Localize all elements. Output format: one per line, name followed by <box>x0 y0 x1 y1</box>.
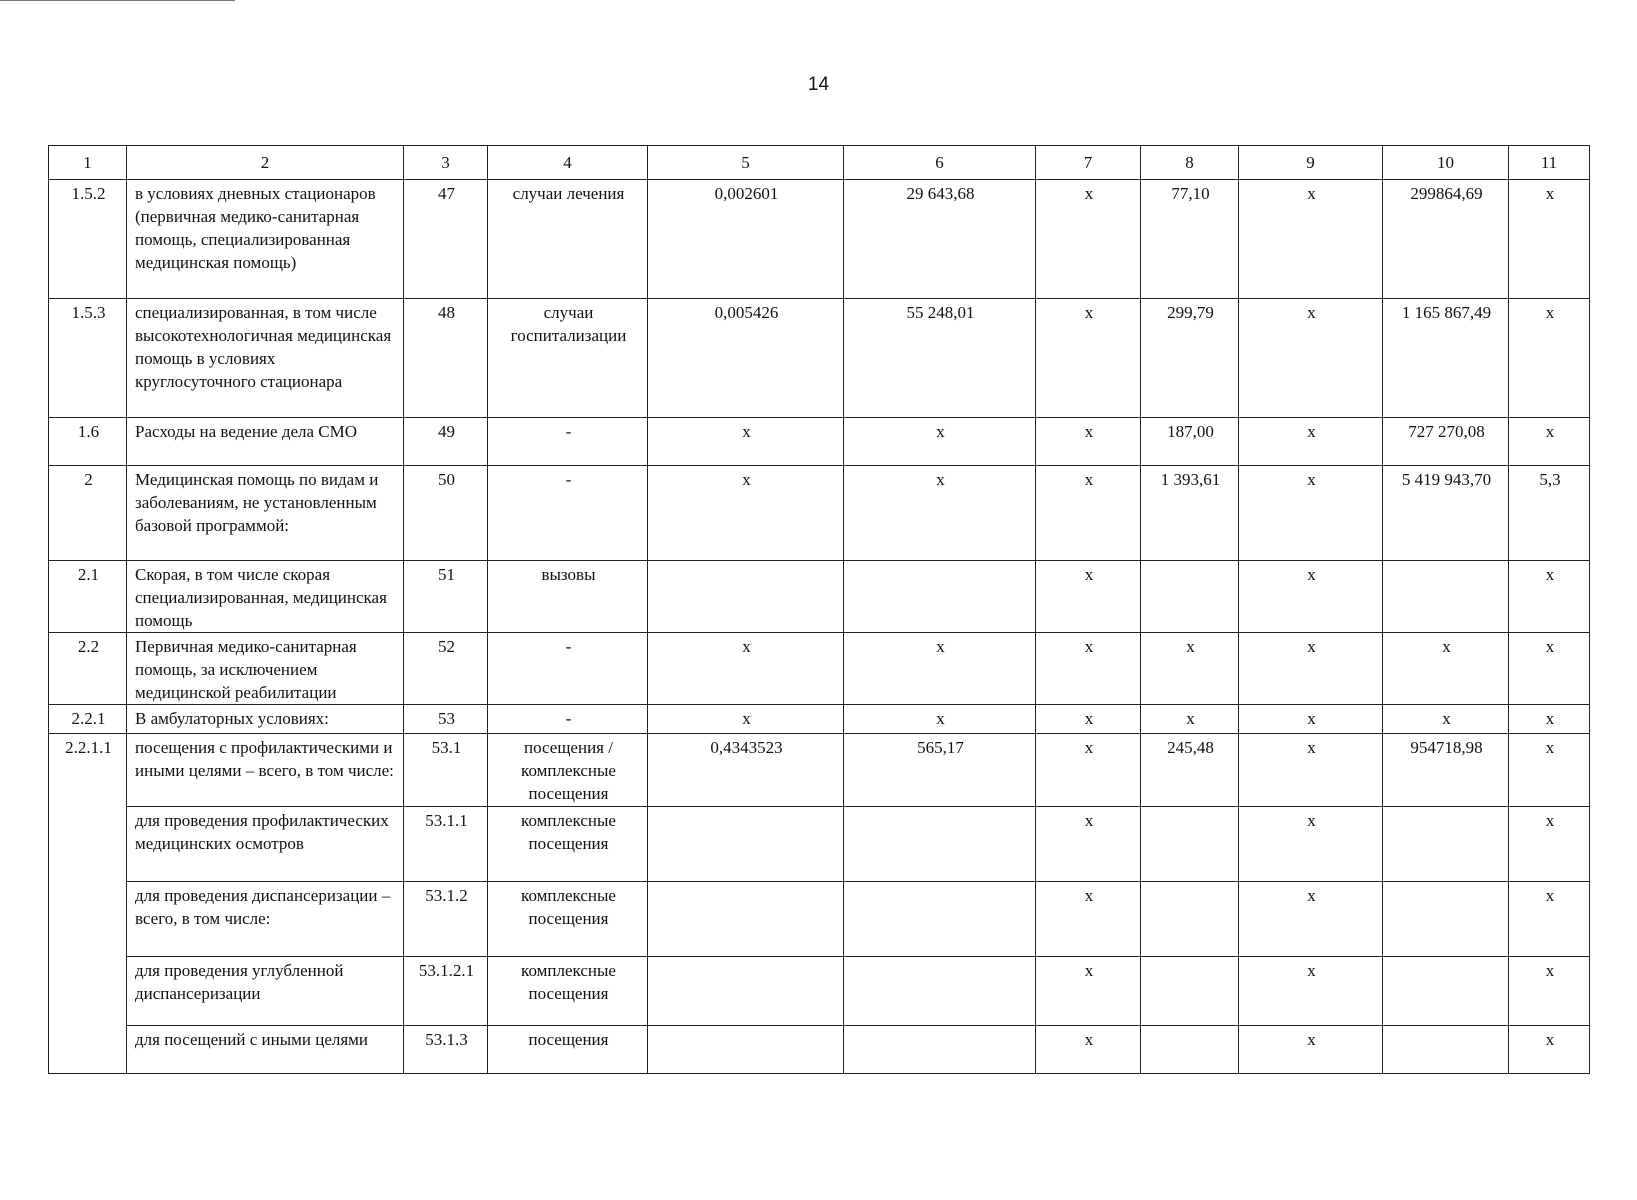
value-cell: 187,00 <box>1141 418 1239 466</box>
value-cell: х <box>1383 633 1509 705</box>
value-cell <box>648 561 844 633</box>
value-cell <box>844 957 1036 1026</box>
value-cell: х <box>844 705 1036 734</box>
row-name: специализированная, в том числе высокотехнологичная медицинская помощь в условиях круглосуточного стационара <box>127 299 404 418</box>
unit-cell: - <box>488 418 648 466</box>
value-cell: х <box>1239 466 1383 561</box>
row-name: Скорая, в том числе скорая специализированная, медицинская помощь <box>127 561 404 633</box>
line-code: 50 <box>404 466 488 561</box>
value-cell: х <box>1036 807 1141 882</box>
column-header: 2 <box>127 146 404 180</box>
row-number: 2 <box>49 466 127 561</box>
column-header: 8 <box>1141 146 1239 180</box>
value-cell: 727 270,08 <box>1383 418 1509 466</box>
table-row <box>49 807 1590 882</box>
value-cell: х <box>1509 705 1590 734</box>
value-cell: х <box>844 466 1036 561</box>
unit-cell: - <box>488 466 648 561</box>
value-cell <box>844 807 1036 882</box>
unit-cell: случаи лечения <box>488 180 648 299</box>
value-cell <box>844 882 1036 957</box>
value-cell <box>1383 1026 1509 1074</box>
value-cell <box>844 1026 1036 1074</box>
unit-cell: посещения / комплексные посещения <box>488 734 648 807</box>
unit-cell: вызовы <box>488 561 648 633</box>
value-cell: х <box>1509 734 1590 807</box>
value-cell: х <box>844 633 1036 705</box>
value-cell: х <box>1141 633 1239 705</box>
value-cell <box>648 1026 844 1074</box>
value-cell: х <box>844 418 1036 466</box>
unit-cell: - <box>488 633 648 705</box>
table-row <box>49 299 1590 418</box>
value-cell: 954718,98 <box>1383 734 1509 807</box>
row-name: Расходы на ведение дела СМО <box>127 418 404 466</box>
value-cell: 0,002601 <box>648 180 844 299</box>
value-cell: х <box>648 418 844 466</box>
table-row <box>49 418 1590 466</box>
value-cell: х <box>1509 633 1590 705</box>
value-cell: х <box>1239 299 1383 418</box>
value-cell: х <box>648 633 844 705</box>
unit-cell: - <box>488 705 648 734</box>
line-code: 53.1.2.1 <box>404 957 488 1026</box>
value-cell: 1 165 867,49 <box>1383 299 1509 418</box>
page-number: 14 <box>807 74 830 95</box>
value-cell: х <box>1036 299 1141 418</box>
unit-cell: посещения <box>488 1026 648 1074</box>
header-row <box>49 146 1590 180</box>
value-cell: х <box>648 705 844 734</box>
value-cell: 0,4343523 <box>648 734 844 807</box>
value-cell: х <box>1036 633 1141 705</box>
value-cell: х <box>1239 882 1383 957</box>
line-code: 47 <box>404 180 488 299</box>
value-cell: х <box>1509 299 1590 418</box>
unit-cell: комплексные посещения <box>488 882 648 957</box>
column-header: 11 <box>1509 146 1590 180</box>
table-row <box>49 734 1590 807</box>
expense-table <box>48 145 1590 1074</box>
value-cell: х <box>1036 957 1141 1026</box>
value-cell <box>844 561 1036 633</box>
value-cell: 1 393,61 <box>1141 466 1239 561</box>
row-name: в условиях дневных стационаров (первичная медико-санитарная помощь, специализированная медицинская помощь) <box>127 180 404 299</box>
line-code: 53.1.3 <box>404 1026 488 1074</box>
row-name: для проведения диспансеризации – всего, в том числе: <box>127 882 404 957</box>
column-header: 10 <box>1383 146 1509 180</box>
line-code: 52 <box>404 633 488 705</box>
value-cell <box>1383 807 1509 882</box>
row-number: 2.1 <box>49 561 127 633</box>
value-cell <box>1141 561 1239 633</box>
value-cell: х <box>1239 633 1383 705</box>
line-code: 53.1.2 <box>404 882 488 957</box>
value-cell: х <box>1036 1026 1141 1074</box>
column-header: 3 <box>404 146 488 180</box>
value-cell: х <box>1141 705 1239 734</box>
value-cell <box>648 957 844 1026</box>
row-name: для посещений с иными целями <box>127 1026 404 1074</box>
value-cell: 299,79 <box>1141 299 1239 418</box>
scan-edge-line <box>0 0 235 1</box>
column-header: 5 <box>648 146 844 180</box>
value-cell <box>648 882 844 957</box>
table-row <box>49 957 1590 1026</box>
value-cell: 299864,69 <box>1383 180 1509 299</box>
row-number: 1.6 <box>49 418 127 466</box>
row-number: 2.2.1 <box>49 705 127 734</box>
row-number: 2.2.1.1 <box>49 734 127 1074</box>
value-cell: х <box>648 466 844 561</box>
line-code: 49 <box>404 418 488 466</box>
column-header: 6 <box>844 146 1036 180</box>
value-cell: х <box>1239 561 1383 633</box>
value-cell: х <box>1239 418 1383 466</box>
value-cell: х <box>1383 705 1509 734</box>
table-row <box>49 705 1590 734</box>
line-code: 53 <box>404 705 488 734</box>
value-cell <box>1141 807 1239 882</box>
value-cell: х <box>1509 418 1590 466</box>
row-name: В амбулаторных условиях: <box>127 705 404 734</box>
row-number: 2.2 <box>49 633 127 705</box>
value-cell: 5 419 943,70 <box>1383 466 1509 561</box>
line-code: 48 <box>404 299 488 418</box>
value-cell <box>1141 882 1239 957</box>
value-cell: х <box>1509 1026 1590 1074</box>
table-row <box>49 633 1590 705</box>
value-cell: х <box>1239 807 1383 882</box>
value-cell: х <box>1509 180 1590 299</box>
value-cell: х <box>1509 807 1590 882</box>
value-cell: х <box>1509 561 1590 633</box>
value-cell: х <box>1239 734 1383 807</box>
table-row <box>49 561 1590 633</box>
line-code: 53.1.1 <box>404 807 488 882</box>
table-row <box>49 1026 1590 1074</box>
value-cell: 565,17 <box>844 734 1036 807</box>
value-cell: 77,10 <box>1141 180 1239 299</box>
value-cell: х <box>1036 882 1141 957</box>
table-row <box>49 882 1590 957</box>
value-cell: 29 643,68 <box>844 180 1036 299</box>
table-row <box>49 180 1590 299</box>
row-number: 1.5.2 <box>49 180 127 299</box>
value-cell: х <box>1509 882 1590 957</box>
row-name: для проведения профилактических медицинских осмотров <box>127 807 404 882</box>
unit-cell: комплексные посещения <box>488 807 648 882</box>
column-header: 9 <box>1239 146 1383 180</box>
column-header: 7 <box>1036 146 1141 180</box>
row-name: Первичная медико-санитарная помощь, за исключением медицинской реабилитации <box>127 633 404 705</box>
value-cell: х <box>1239 705 1383 734</box>
value-cell: 5,3 <box>1509 466 1590 561</box>
value-cell: х <box>1036 180 1141 299</box>
row-name: для проведения углубленной диспансеризации <box>127 957 404 1026</box>
unit-cell: случаи госпитализации <box>488 299 648 418</box>
value-cell: х <box>1036 734 1141 807</box>
value-cell <box>1141 1026 1239 1074</box>
line-code: 51 <box>404 561 488 633</box>
unit-cell: комплексные посещения <box>488 957 648 1026</box>
column-header: 4 <box>488 146 648 180</box>
value-cell <box>648 807 844 882</box>
row-name: Медицинская помощь по видам и заболеваниям, не установленным базовой программой: <box>127 466 404 561</box>
row-number: 1.5.3 <box>49 299 127 418</box>
value-cell: х <box>1036 466 1141 561</box>
line-code: 53.1 <box>404 734 488 807</box>
value-cell: х <box>1239 180 1383 299</box>
value-cell: х <box>1036 705 1141 734</box>
row-name: посещения с профилактическими и иными целями – всего, в том числе: <box>127 734 404 807</box>
value-cell: х <box>1036 418 1141 466</box>
value-cell: 0,005426 <box>648 299 844 418</box>
value-cell <box>1383 882 1509 957</box>
value-cell: 55 248,01 <box>844 299 1036 418</box>
value-cell <box>1141 957 1239 1026</box>
value-cell: х <box>1509 957 1590 1026</box>
column-header: 1 <box>49 146 127 180</box>
value-cell: х <box>1036 561 1141 633</box>
table-row <box>49 466 1590 561</box>
value-cell: х <box>1239 1026 1383 1074</box>
value-cell: х <box>1239 957 1383 1026</box>
value-cell <box>1383 561 1509 633</box>
value-cell <box>1383 957 1509 1026</box>
value-cell: 245,48 <box>1141 734 1239 807</box>
